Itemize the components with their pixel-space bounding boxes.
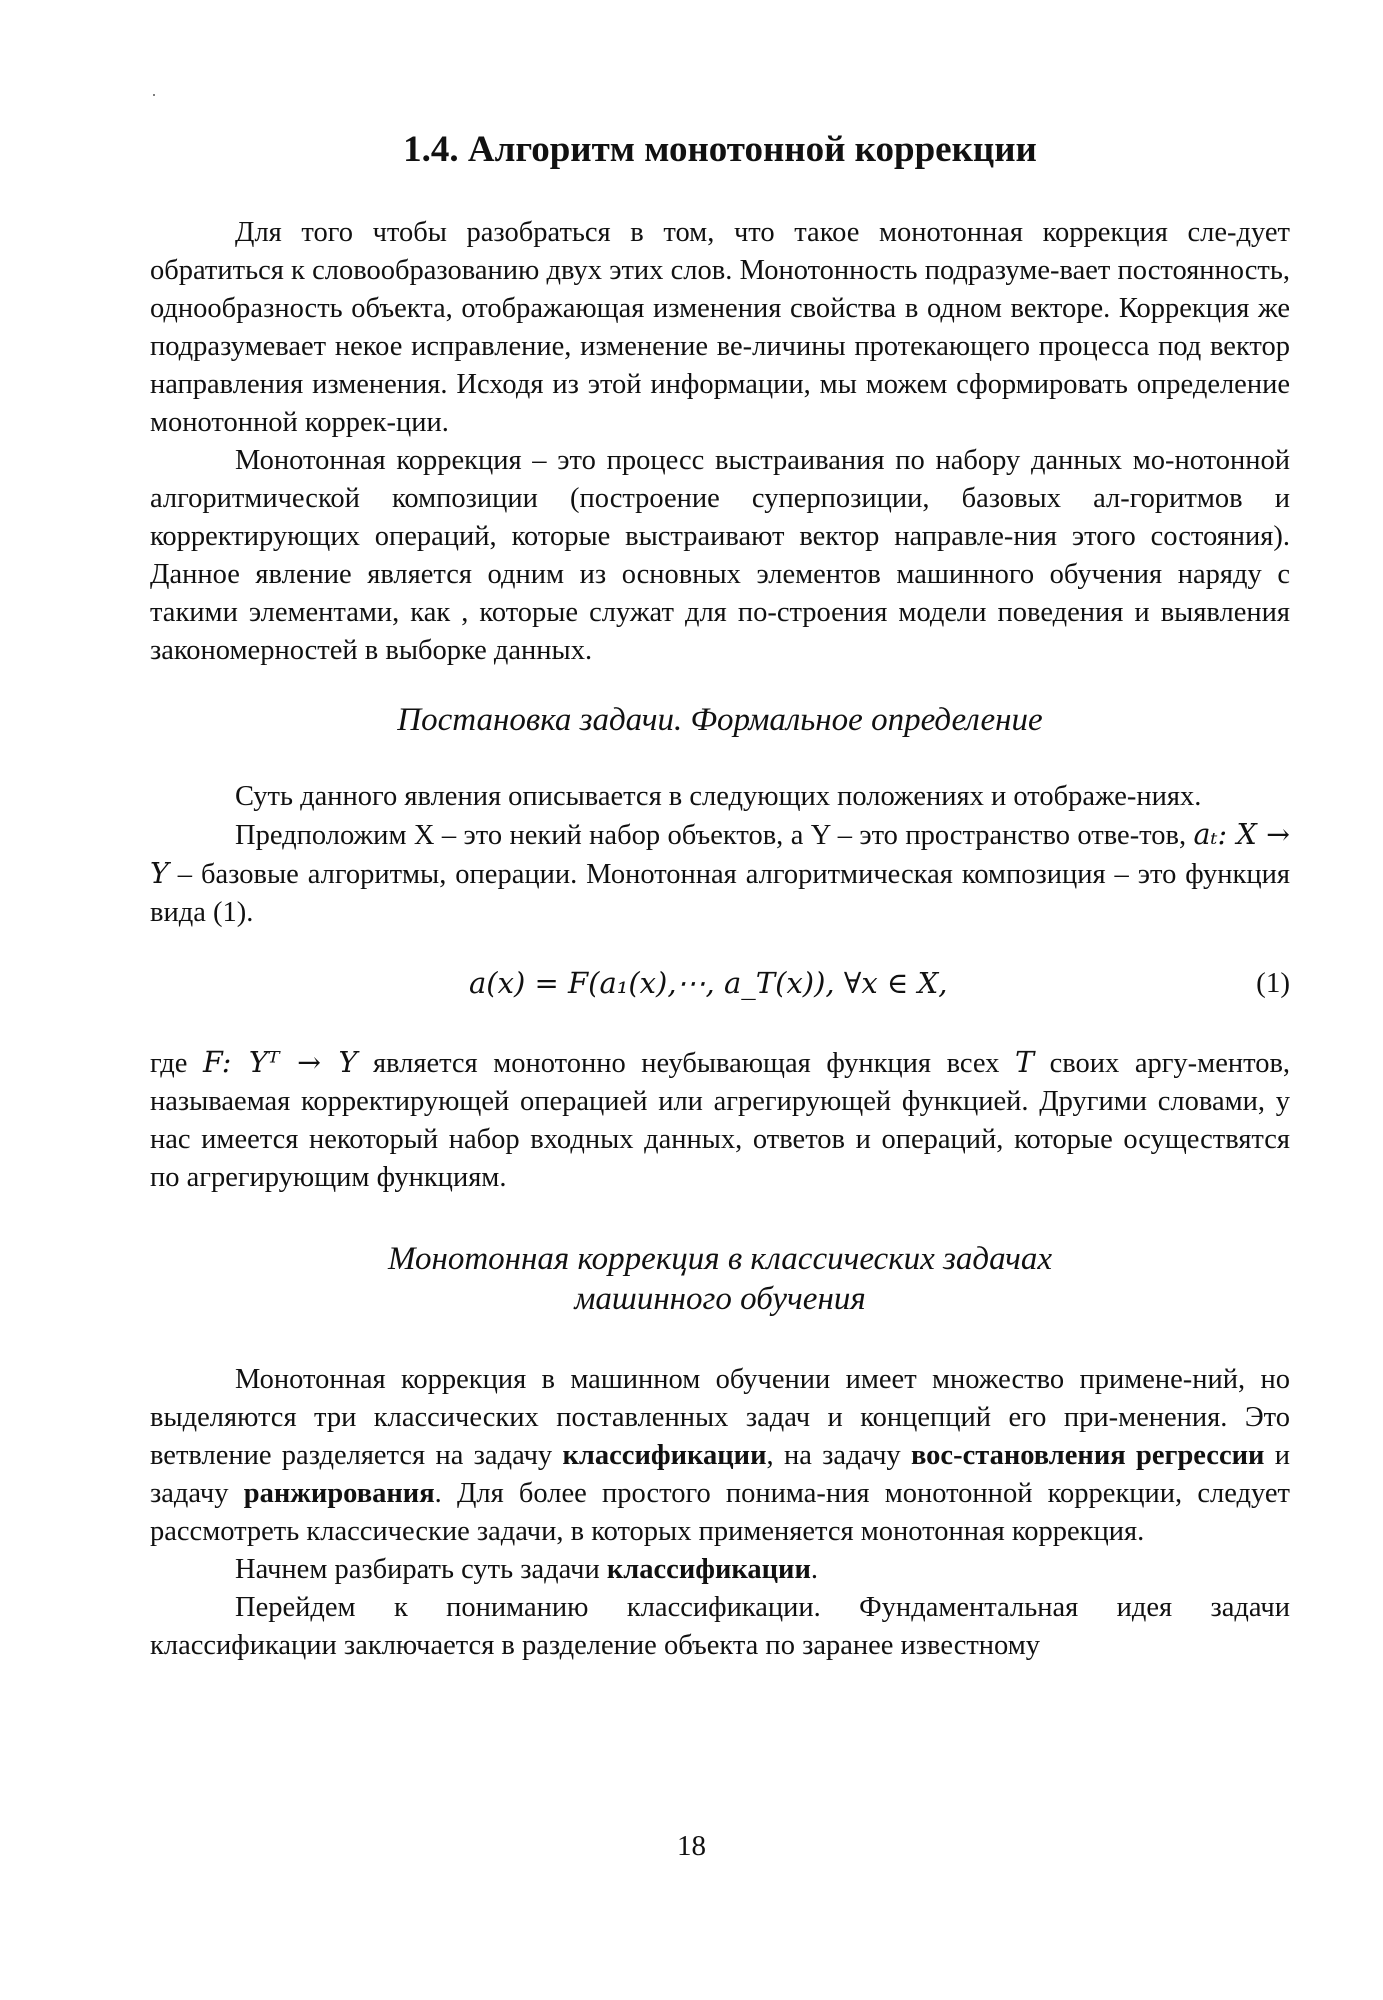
paragraph-where bbox=[150, 1044, 1290, 1197]
composition-equation: a(x) = F(a₁(x),⋯, a_T(x)), ∀x ∈ X, bbox=[469, 966, 948, 1000]
page-number: 18 bbox=[677, 1830, 706, 1862]
paragraph-applications bbox=[150, 1361, 1290, 1551]
paragraph-assumption bbox=[150, 816, 1290, 932]
paragraph-start-classification bbox=[150, 1551, 1290, 1589]
aggregation-function-formula: F: Yᵀ → Y bbox=[203, 1046, 358, 1079]
section-title: 1.4. Алгоритм монотонной коррекции bbox=[403, 129, 1037, 170]
subsection-heading-classic-tasks bbox=[150, 1239, 1290, 1319]
term-classification: классификации bbox=[562, 1440, 767, 1471]
argument-count-symbol: T bbox=[1015, 1046, 1035, 1079]
scan-speck bbox=[153, 94, 155, 96]
equation-row bbox=[150, 954, 1290, 1012]
equation-number: (1) bbox=[1256, 967, 1290, 999]
term-classification-2: классификации bbox=[606, 1554, 811, 1585]
heading-line-1: Монотонная коррекция в классических задачах bbox=[387, 1241, 1053, 1277]
term-ranking: ранжирования bbox=[243, 1478, 435, 1509]
heading-line-2: машинного обучения bbox=[574, 1281, 866, 1317]
subsection-heading-problem-statement: Постановка задачи. Формальное определение bbox=[397, 702, 1043, 738]
paragraph-definition-intro: Для того чтобы разобраться в том, что такое монотонная коррекция сле-дует обратиться к словообразованию двух этих слов. Монотонность подразуме-вает постоянность, однообразность объекта, отображающая изменения свойства в одном векторе. Коррекция же подразумевает некое исправление, изменение ве-личины протекающего процесса под вектор направления изменения. Исходя из этой информации, мы можем сформировать определение монотонной коррек-ции. bbox=[150, 217, 1290, 438]
where-text-start: где bbox=[150, 1048, 188, 1079]
applications-text-c: , на задачу bbox=[766, 1440, 901, 1471]
where-text-end: своих аргу-ментов, называемая корректирующей операцией или агрегирующей функцией. Другими словами, у нас имеется некоторый набор входных данных, ответов и операций, которые осуществятся по агрегирующим функциям. bbox=[150, 1048, 1291, 1193]
assumption-text-end: – базовые алгоритмы, операции. Монотонная алгоритмическая композиция – это функция вида (1). bbox=[150, 859, 1290, 928]
start-period: . bbox=[810, 1554, 819, 1585]
assumption-text-start: Предположим X – это некий набор объектов, а Y – это пространство отве-тов, bbox=[235, 820, 1187, 851]
base-algorithm-formula: aₜ: X → Y bbox=[150, 818, 1290, 890]
paragraph-classification-idea: Перейдем к пониманию классификации. Фундаментальная идея задачи классификации заключается в разделение объекта по заранее известному bbox=[150, 1592, 1290, 1661]
page-content bbox=[150, 128, 1290, 1665]
paragraph-essence: Суть данного явления описывается в следующих положениях и отображе-ниях. bbox=[235, 781, 1202, 812]
applications-text-e: . Для более простого понима-ния монотонной коррекции, следует рассмотреть классические задачи, в которых применяется монотонная коррекция. bbox=[150, 1478, 1290, 1547]
applications-text-d: и задачу bbox=[150, 1440, 1291, 1509]
applications-text-a: Монотонная коррекция в машинном обучении имеет множество примене-ний, но выделяются три классических поставленных задач и концепций его при-менения. Это ветвление разделяется на задачу bbox=[150, 1364, 1290, 1471]
where-text-middle: является монотонно неубывающая функция всех bbox=[372, 1048, 1000, 1079]
term-regression-recovery: вос-становления регрессии bbox=[910, 1440, 1265, 1471]
paragraph-monotonic-correction: Монотонная коррекция – это процесс выстраивания по набору данных мо-нотонной алгоритмической композиции (построение суперпозиции, базовых ал-горитмов и корректирующих операций, которые выстраивают вектор направле-ния этого состояния). Данное явление является одним из основных элементов машинного обучения наряду с такими элементами, как , которые служат для по-строения модели поведения и выявления закономерностей в выборке данных. bbox=[150, 445, 1290, 666]
start-text: Начнем разбирать суть задачи bbox=[235, 1554, 600, 1585]
